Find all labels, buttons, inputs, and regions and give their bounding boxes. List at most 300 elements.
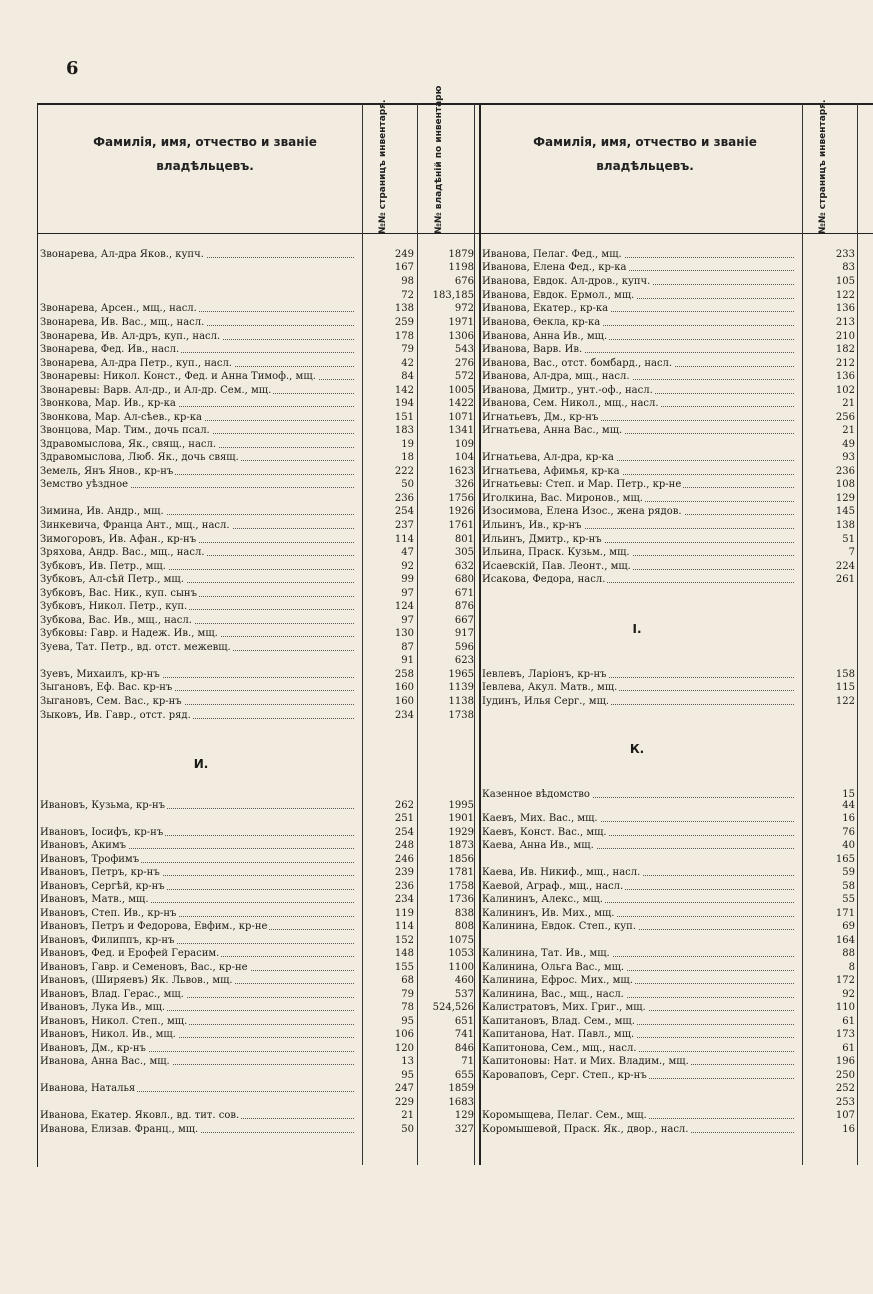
inventory-number-cell: 1856	[448, 854, 474, 865]
owner-name	[482, 1015, 800, 1028]
page-number-cell: 237	[394, 520, 414, 531]
inventory-number-cell: 596	[454, 642, 474, 653]
owner-name-text: Калининъ, Алекс., мщ.	[482, 894, 603, 905]
owner-name	[40, 465, 360, 478]
owner-name-text: Зинкевича, Франца Ант., мщ., насл.	[40, 520, 230, 531]
page-number-cell: 173	[835, 1029, 855, 1040]
page-number-cell: 233	[835, 249, 855, 260]
owner-name	[482, 812, 800, 825]
owner-name-text: Игнатьева, Афимья, кр-ка	[482, 466, 620, 477]
inventory-number-cell: 1306	[448, 331, 474, 342]
owner-name-text: Звонаревы: Варв. Ал-др., и Ал-др. Сем., мщ.	[40, 385, 272, 396]
page-number-cell: 44	[842, 800, 855, 811]
page-number-cell: 114	[394, 534, 414, 545]
page-number-cell: 84	[401, 371, 414, 382]
owner-name-text: Иванова, Сем. Никол., мщ., насл.	[482, 398, 659, 409]
inventory-number-cell: 1965	[448, 669, 474, 680]
owner-name	[482, 1123, 800, 1136]
owner-name-text: Ильинъ, Ив., кр-нъ	[482, 520, 582, 531]
page-number-cell: 91	[401, 655, 414, 666]
owner-name-text: Ивановъ, Никол. Степ., мщ.	[40, 1016, 188, 1027]
owner-name-text: Иванова, Евдок. Ермол., мщ.	[482, 290, 635, 301]
page-number-cell: 40	[842, 840, 855, 851]
owner-name	[482, 261, 800, 274]
page-number-cell: 148	[394, 948, 414, 959]
page-number-cell: 234	[394, 894, 414, 905]
page-number-cell: 167	[394, 262, 414, 273]
owner-name-text: Звонцова, Мар. Тим., дочь псал.	[40, 425, 210, 436]
owner-name-text: Каевъ, Конст. Вас., мщ.	[482, 827, 607, 838]
owner-name-text: Иванова, Ал-дра, мщ., насл.	[482, 371, 630, 382]
owner-name-text: Ивановъ, Влад. Герас., мщ.	[40, 989, 184, 1000]
owner-name	[40, 1082, 360, 1095]
owner-name	[40, 248, 360, 261]
owner-name	[40, 1055, 360, 1068]
page-number-cell: 251	[394, 813, 414, 824]
section-letter-k: К.	[629, 742, 645, 756]
page-number-cell: 145	[835, 506, 855, 517]
owner-name-text: Капитановъ, Влад. Сем., мщ.	[482, 1016, 635, 1027]
page-number-cell: 16	[842, 1124, 855, 1135]
inventory-number-cell: 651	[454, 1016, 474, 1027]
owner-name	[482, 668, 800, 681]
inventory-number-cell: 572	[454, 371, 474, 382]
owner-name	[40, 907, 360, 920]
page-number-cell: 72	[401, 290, 414, 301]
owner-name-text: Кароваповъ, Серг. Степ., кр-нъ	[482, 1070, 647, 1081]
inventory-number-cell: 671	[454, 588, 474, 599]
page-number-cell: 50	[401, 1124, 414, 1135]
owner-name-text: Иванова, Екатер., кр-ка	[482, 303, 609, 314]
page-number-cell: 160	[394, 696, 414, 707]
inventory-number-cell: 537	[454, 989, 474, 1000]
inventory-number-cell: 1623	[448, 466, 474, 477]
page-number-cell: 88	[842, 948, 855, 959]
owner-name-text: Ивановъ, Степ. Ив., кр-нъ	[40, 908, 177, 919]
inventory-number-cell: 917	[454, 628, 474, 639]
page-number-cell: 115	[835, 682, 855, 693]
page-number-cell: 16	[842, 813, 855, 824]
inventory-number-cell: 326	[454, 479, 474, 490]
owner-name-text: Иванова, Елизав. Франц., мщ.	[40, 1124, 199, 1135]
page-number-cell: 47	[401, 547, 414, 558]
owner-name-text: Ивановъ, Трофимъ	[40, 854, 140, 865]
owner-name-text: Зубковъ, Вас. Ник., куп. сынъ	[40, 588, 197, 599]
owner-name	[40, 505, 360, 518]
owner-name	[40, 384, 360, 397]
owner-name-text: Зубкова, Вас. Ив., мщ., насл.	[40, 615, 192, 626]
owner-name-text: Иванова, Анна Ив., мщ.	[482, 331, 608, 342]
owner-name	[40, 695, 360, 708]
owner-name-text: Звонкова, Мар. Ал-сѣев., кр-ка	[40, 412, 202, 423]
owner-name	[40, 1028, 360, 1041]
page-number-cell: 138	[394, 303, 414, 314]
owner-name	[482, 1069, 800, 1082]
owner-name	[482, 343, 800, 356]
owner-name	[482, 826, 800, 839]
page-number-cell: 79	[401, 344, 414, 355]
owner-name-text: Иванова, Елена Фед., кр-ка	[482, 262, 627, 273]
page-number-cell: 196	[835, 1056, 855, 1067]
page-number-cell: 99	[401, 574, 414, 585]
inventory-number-cell: 305	[454, 547, 474, 558]
owner-name	[482, 451, 800, 464]
page-number-cell: 234	[394, 710, 414, 721]
owner-name	[482, 893, 800, 906]
owner-name	[40, 424, 360, 437]
owner-name-text: Калистратовъ, Мих. Григ., мщ.	[482, 1002, 646, 1013]
page-number-cell: 136	[835, 303, 855, 314]
owner-name-text: Зимогоровъ, Ив. Афан., кр-нъ	[40, 534, 197, 545]
owner-name	[482, 546, 800, 559]
owner-name-text: Іудинъ, Илья Серг., мщ.	[482, 696, 610, 707]
page-number-cell: 119	[394, 908, 414, 919]
owner-name	[40, 934, 360, 947]
header-page-column: №№ страницъ инвентаря.	[378, 99, 388, 234]
page-number-cell: 239	[394, 867, 414, 878]
column-divider-1	[362, 103, 363, 1165]
page-number-cell: 106	[394, 1029, 414, 1040]
owner-name-text: Иванова, Наталья	[40, 1083, 136, 1094]
page-number-cell: 19	[401, 439, 414, 450]
owner-name-text: Калинина, Ольга Вас., мщ.	[482, 962, 625, 973]
owner-name	[482, 289, 800, 302]
page-number-cell: 83	[842, 262, 855, 273]
owner-name-text: Ивановъ, Лука Ив., мщ.	[40, 1002, 166, 1013]
owner-name-text: Игнатьевы: Степ. и Мар. Петр., кр-не	[482, 479, 682, 490]
owner-name	[482, 384, 800, 397]
page-number-cell: 92	[842, 989, 855, 1000]
owner-name-text: Земство уѣздное	[40, 479, 129, 490]
inventory-number-cell: 1859	[448, 1083, 474, 1094]
page-number-cell: 105	[835, 276, 855, 287]
page-number-cell: 250	[835, 1070, 855, 1081]
page-number-cell: 108	[835, 479, 855, 490]
page-number-cell: 236	[394, 881, 414, 892]
owner-name	[482, 370, 800, 383]
owner-name	[40, 330, 360, 343]
page-number-cell: 102	[835, 385, 855, 396]
owner-name	[482, 961, 800, 974]
owner-name-text: Зуевъ, Михаилъ, кр-нъ	[40, 669, 160, 680]
page-number-cell: 246	[394, 854, 414, 865]
owner-name	[482, 330, 800, 343]
owner-name	[40, 893, 360, 906]
inventory-number-cell: 1075	[448, 935, 474, 946]
page-number-cell: 122	[835, 290, 855, 301]
page-number-cell: 155	[394, 962, 414, 973]
owner-name-text: Иванова, Ѳекла, кр-ка	[482, 317, 601, 328]
page-number-cell: 98	[401, 276, 414, 287]
owner-name	[40, 411, 360, 424]
inventory-number-cell: 1736	[448, 894, 474, 905]
owner-name-text: Ивановъ, Петръ и Федорова, Евфим., кр-не	[40, 921, 268, 932]
page-number: 6	[66, 58, 79, 79]
owner-name-text: Зыковъ, Ив. Гавр., отст. ряд.	[40, 710, 191, 721]
column-divider-2	[417, 103, 418, 1165]
owner-name-text: Калинина, Евдок. Степ., куп.	[482, 921, 637, 932]
inventory-number-cell: 632	[454, 561, 474, 572]
column-divider-4	[479, 103, 481, 1165]
owner-name-text: Ивановъ, Никол. Ив., мщ.	[40, 1029, 176, 1040]
header-inventory-column: №№ владѣній по инвентарю	[434, 85, 444, 234]
owner-name	[40, 587, 360, 600]
inventory-number-cell: 846	[454, 1043, 474, 1054]
page-number-cell: 248	[394, 840, 414, 851]
inventory-number-cell: 543	[454, 344, 474, 355]
page-number-cell: 95	[401, 1016, 414, 1027]
inventory-number-cell: 1761	[448, 520, 474, 531]
page-number-cell: 13	[401, 1056, 414, 1067]
owner-name	[40, 1042, 360, 1055]
inventory-number-cell: 276	[454, 358, 474, 369]
owner-name-text: Зимина, Ив. Андр., мщ.	[40, 506, 164, 517]
owner-name	[40, 974, 360, 987]
page-number-cell: 78	[401, 1002, 414, 1013]
owner-name-text: Иголкина, Вас. Миронов., мщ.	[482, 493, 643, 504]
inventory-number-cell: 1879	[448, 249, 474, 260]
owner-name	[482, 907, 800, 920]
page-number-cell: 222	[394, 466, 414, 477]
owner-name-text: Игнатьева, Ал-дра, кр-ка	[482, 452, 614, 463]
owner-name-text: Калинина, Ефрос. Мих., мщ.	[482, 975, 633, 986]
owner-name-text: Зубковы: Гавр. и Надеж. Ив., мщ.	[40, 628, 218, 639]
owner-name	[40, 880, 360, 893]
owner-name-text: Зубковъ, Никол. Петр., куп.	[40, 601, 188, 612]
owner-name	[482, 880, 800, 893]
inventory-number-cell: 667	[454, 615, 474, 626]
owner-name	[40, 573, 360, 586]
owner-name-text: Ивановъ, Гавр. и Семеновъ, Вас., кр-не	[40, 962, 248, 973]
inventory-number-cell: 876	[454, 601, 474, 612]
owner-name-text: Іевлева, Акул. Матв., мщ.	[482, 682, 618, 693]
owner-name-text: Ивановъ, Матв., мщ.	[40, 894, 149, 905]
owner-name	[482, 411, 800, 424]
owner-name-text: Зыгановъ, Сем. Вас., кр-нъ	[40, 696, 182, 707]
page-number-cell: 69	[842, 921, 855, 932]
page-number-cell: 151	[394, 412, 414, 423]
section-letter-i-cyrillic: И.	[193, 757, 209, 771]
inventory-number-cell: 1738	[448, 710, 474, 721]
owner-name	[482, 1055, 800, 1068]
page-number-cell: 21	[401, 1110, 414, 1121]
page-number-cell: 68	[401, 975, 414, 986]
owner-name-text: Звонарева, Ив. Ал-дръ, куп., насл.	[40, 331, 221, 342]
owner-name	[40, 1001, 360, 1014]
owner-name-text: Игнатьевъ, Дм., кр-нъ	[482, 412, 599, 423]
page-number-cell: 21	[842, 398, 855, 409]
owner-name	[482, 397, 800, 410]
page-number-cell: 49	[842, 439, 855, 450]
owner-name	[40, 614, 360, 627]
owner-name-text: Исаевскій, Пав. Леонт., мщ.	[482, 561, 631, 572]
owner-name	[40, 302, 360, 315]
page-number-cell: 18	[401, 452, 414, 463]
page-number-cell: 50	[401, 479, 414, 490]
owner-name	[482, 988, 800, 1001]
owner-name	[482, 465, 800, 478]
inventory-number-cell: 1756	[448, 493, 474, 504]
owner-name-text: Иванова, Варв. Ив.	[482, 344, 583, 355]
page-number-cell: 7	[848, 547, 855, 558]
page-number-cell: 124	[394, 601, 414, 612]
page-number-cell: 212	[835, 358, 855, 369]
owner-name-text: Звонаревы: Никол. Конст., Фед. и Анна Тимоф., мщ.	[40, 371, 316, 382]
owner-name	[40, 519, 360, 532]
column-divider-6	[857, 103, 858, 1165]
page-number-cell: 259	[394, 317, 414, 328]
page-number-cell: 120	[394, 1043, 414, 1054]
inventory-number-cell: 1901	[448, 813, 474, 824]
header-right-owner-column: Фамилія, имя, отчество и званіе владѣльцевъ.	[533, 135, 757, 173]
owner-name	[40, 451, 360, 464]
page-number-cell: 76	[842, 827, 855, 838]
owner-name	[482, 248, 800, 261]
owner-name	[40, 988, 360, 1001]
page-number-cell: 51	[842, 534, 855, 545]
inventory-number-cell: 1683	[448, 1097, 474, 1108]
owner-name-text: Зыгановъ, Еф. Вас. кр-нъ	[40, 682, 173, 693]
owner-name-text: Капитанова, Нат. Павл., мщ.	[482, 1029, 635, 1040]
owner-name	[40, 546, 360, 559]
inventory-number-cell: 808	[454, 921, 474, 932]
owner-name	[40, 709, 360, 722]
owner-name	[482, 788, 800, 801]
owner-name	[482, 302, 800, 315]
owner-name	[482, 947, 800, 960]
inventory-number-cell: 1971	[448, 317, 474, 328]
owner-name	[482, 839, 800, 852]
owner-name	[40, 1123, 360, 1136]
owner-name-text: Каевой, Аграф., мщ., насл.	[482, 881, 624, 892]
page-number-cell: 110	[835, 1002, 855, 1013]
owner-name-text: Іевлевъ, Ларіонъ, кр-нъ	[482, 669, 607, 680]
page-number-cell: 236	[394, 493, 414, 504]
inventory-number-cell: 741	[454, 1029, 474, 1040]
inventory-number-cell: 1071	[448, 412, 474, 423]
owner-name	[40, 853, 360, 866]
owner-name	[40, 681, 360, 694]
owner-name	[40, 357, 360, 370]
inventory-number-cell: 1053	[448, 948, 474, 959]
inventory-number-cell: 1758	[448, 881, 474, 892]
page-number-cell: 229	[394, 1097, 414, 1108]
owner-name-text: Зряхова, Андр. Вас., мщ., насл.	[40, 547, 205, 558]
owner-name-text: Капитонова, Сем., мщ., насл.	[482, 1043, 637, 1054]
owner-name	[40, 641, 360, 654]
page-number-cell: 152	[394, 935, 414, 946]
owner-name-text: Иванова, Дмитр., унт.-оф., насл.	[482, 385, 653, 396]
owner-name	[40, 920, 360, 933]
inventory-number-cell: 1995	[448, 800, 474, 811]
page-number-cell: 97	[401, 615, 414, 626]
owner-name	[40, 839, 360, 852]
owner-name-text: Коромыщева, Пелаг. Сем., мщ.	[482, 1110, 647, 1121]
owner-name-text: Капитоновы: Нат. и Мих. Владим., мщ.	[482, 1056, 689, 1067]
header-owner-column: Фамилія, имя, отчество и званіе владѣльцевъ.	[93, 135, 317, 173]
owner-name	[482, 357, 800, 370]
owner-name-text: Ивановъ, Дм., кр-нъ	[40, 1043, 146, 1054]
page-number-cell: 261	[835, 574, 855, 585]
owner-name	[40, 1015, 360, 1028]
owner-name	[40, 947, 360, 960]
page-number-cell: 256	[835, 412, 855, 423]
owner-name	[40, 438, 360, 451]
owner-name-text: Иванова, Екатер. Яковл., вд. тит. сов.	[40, 1110, 240, 1121]
owner-name	[482, 681, 800, 694]
header-right-page-column: №№ страницъ инвентаря.	[818, 99, 828, 234]
owner-name	[482, 316, 800, 329]
owner-name-text: Ивановъ, Фед. и Ерофей Герасим.	[40, 948, 220, 959]
section-letter-i-decimal: І.	[632, 622, 642, 636]
inventory-number-cell: 109	[454, 439, 474, 450]
page-number-cell: 92	[401, 561, 414, 572]
owner-name-text: Калининъ, Ив. Мих., мщ.	[482, 908, 615, 919]
page-number-cell: 254	[394, 827, 414, 838]
page-number-cell: 182	[835, 344, 855, 355]
inventory-number-cell: 1926	[448, 506, 474, 517]
owner-name-text: Иванова, Евдок. Ал-дров., купч.	[482, 276, 651, 287]
owner-name-text: Звонкова, Мар. Ив., кр-ка	[40, 398, 176, 409]
inventory-number-cell: 1139	[448, 682, 474, 693]
owner-name-text: Земель, Янъ Янов., кр-нъ	[40, 466, 174, 477]
inventory-number-cell: 1341	[448, 425, 474, 436]
owner-name-text: Ивановъ, Сергѣй, кр-нъ	[40, 881, 165, 892]
owner-name	[482, 519, 800, 532]
page-number-cell: 210	[835, 331, 855, 342]
owner-name-text: Ивановъ, Филиппъ, кр-нъ	[40, 935, 175, 946]
inventory-number-cell: 838	[454, 908, 474, 919]
owner-name	[482, 492, 800, 505]
inventory-number-cell: 676	[454, 276, 474, 287]
owner-name	[482, 1001, 800, 1014]
column-divider-5	[802, 103, 803, 1165]
inventory-number-cell: 1781	[448, 867, 474, 878]
owner-name	[40, 961, 360, 974]
page-number-cell: 178	[394, 331, 414, 342]
inventory-number-cell: 104	[454, 452, 474, 463]
page-number-cell: 129	[835, 493, 855, 504]
page-number-cell: 164	[835, 935, 855, 946]
owner-name	[40, 866, 360, 879]
owner-name	[482, 533, 800, 546]
page-number-cell: 58	[842, 881, 855, 892]
page-number-cell: 183	[394, 425, 414, 436]
page-number-cell: 258	[394, 669, 414, 680]
page-number-cell: 252	[835, 1083, 855, 1094]
inventory-number-cell: 129	[454, 1110, 474, 1121]
page-number-cell: 253	[835, 1097, 855, 1108]
owner-name	[40, 627, 360, 640]
owner-name	[40, 668, 360, 681]
page-number-cell: 122	[835, 696, 855, 707]
inventory-number-cell: 71	[461, 1056, 474, 1067]
page-number-cell: 142	[394, 385, 414, 396]
page-number-cell: 15	[842, 789, 855, 800]
page-number-cell: 247	[394, 1083, 414, 1094]
inventory-number-cell: 680	[454, 574, 474, 585]
inventory-number-cell: 1138	[448, 696, 474, 707]
owner-name	[482, 424, 800, 437]
inventory-number-cell: 327	[454, 1124, 474, 1135]
page-number-cell: 42	[401, 358, 414, 369]
owner-name	[482, 974, 800, 987]
inventory-number-cell: 623	[454, 655, 474, 666]
owner-name	[40, 799, 360, 812]
owner-name	[40, 316, 360, 329]
owner-name-text: Иванова, Вас., отст. бомбард., насл.	[482, 358, 673, 369]
inventory-number-cell: 1100	[448, 962, 474, 973]
